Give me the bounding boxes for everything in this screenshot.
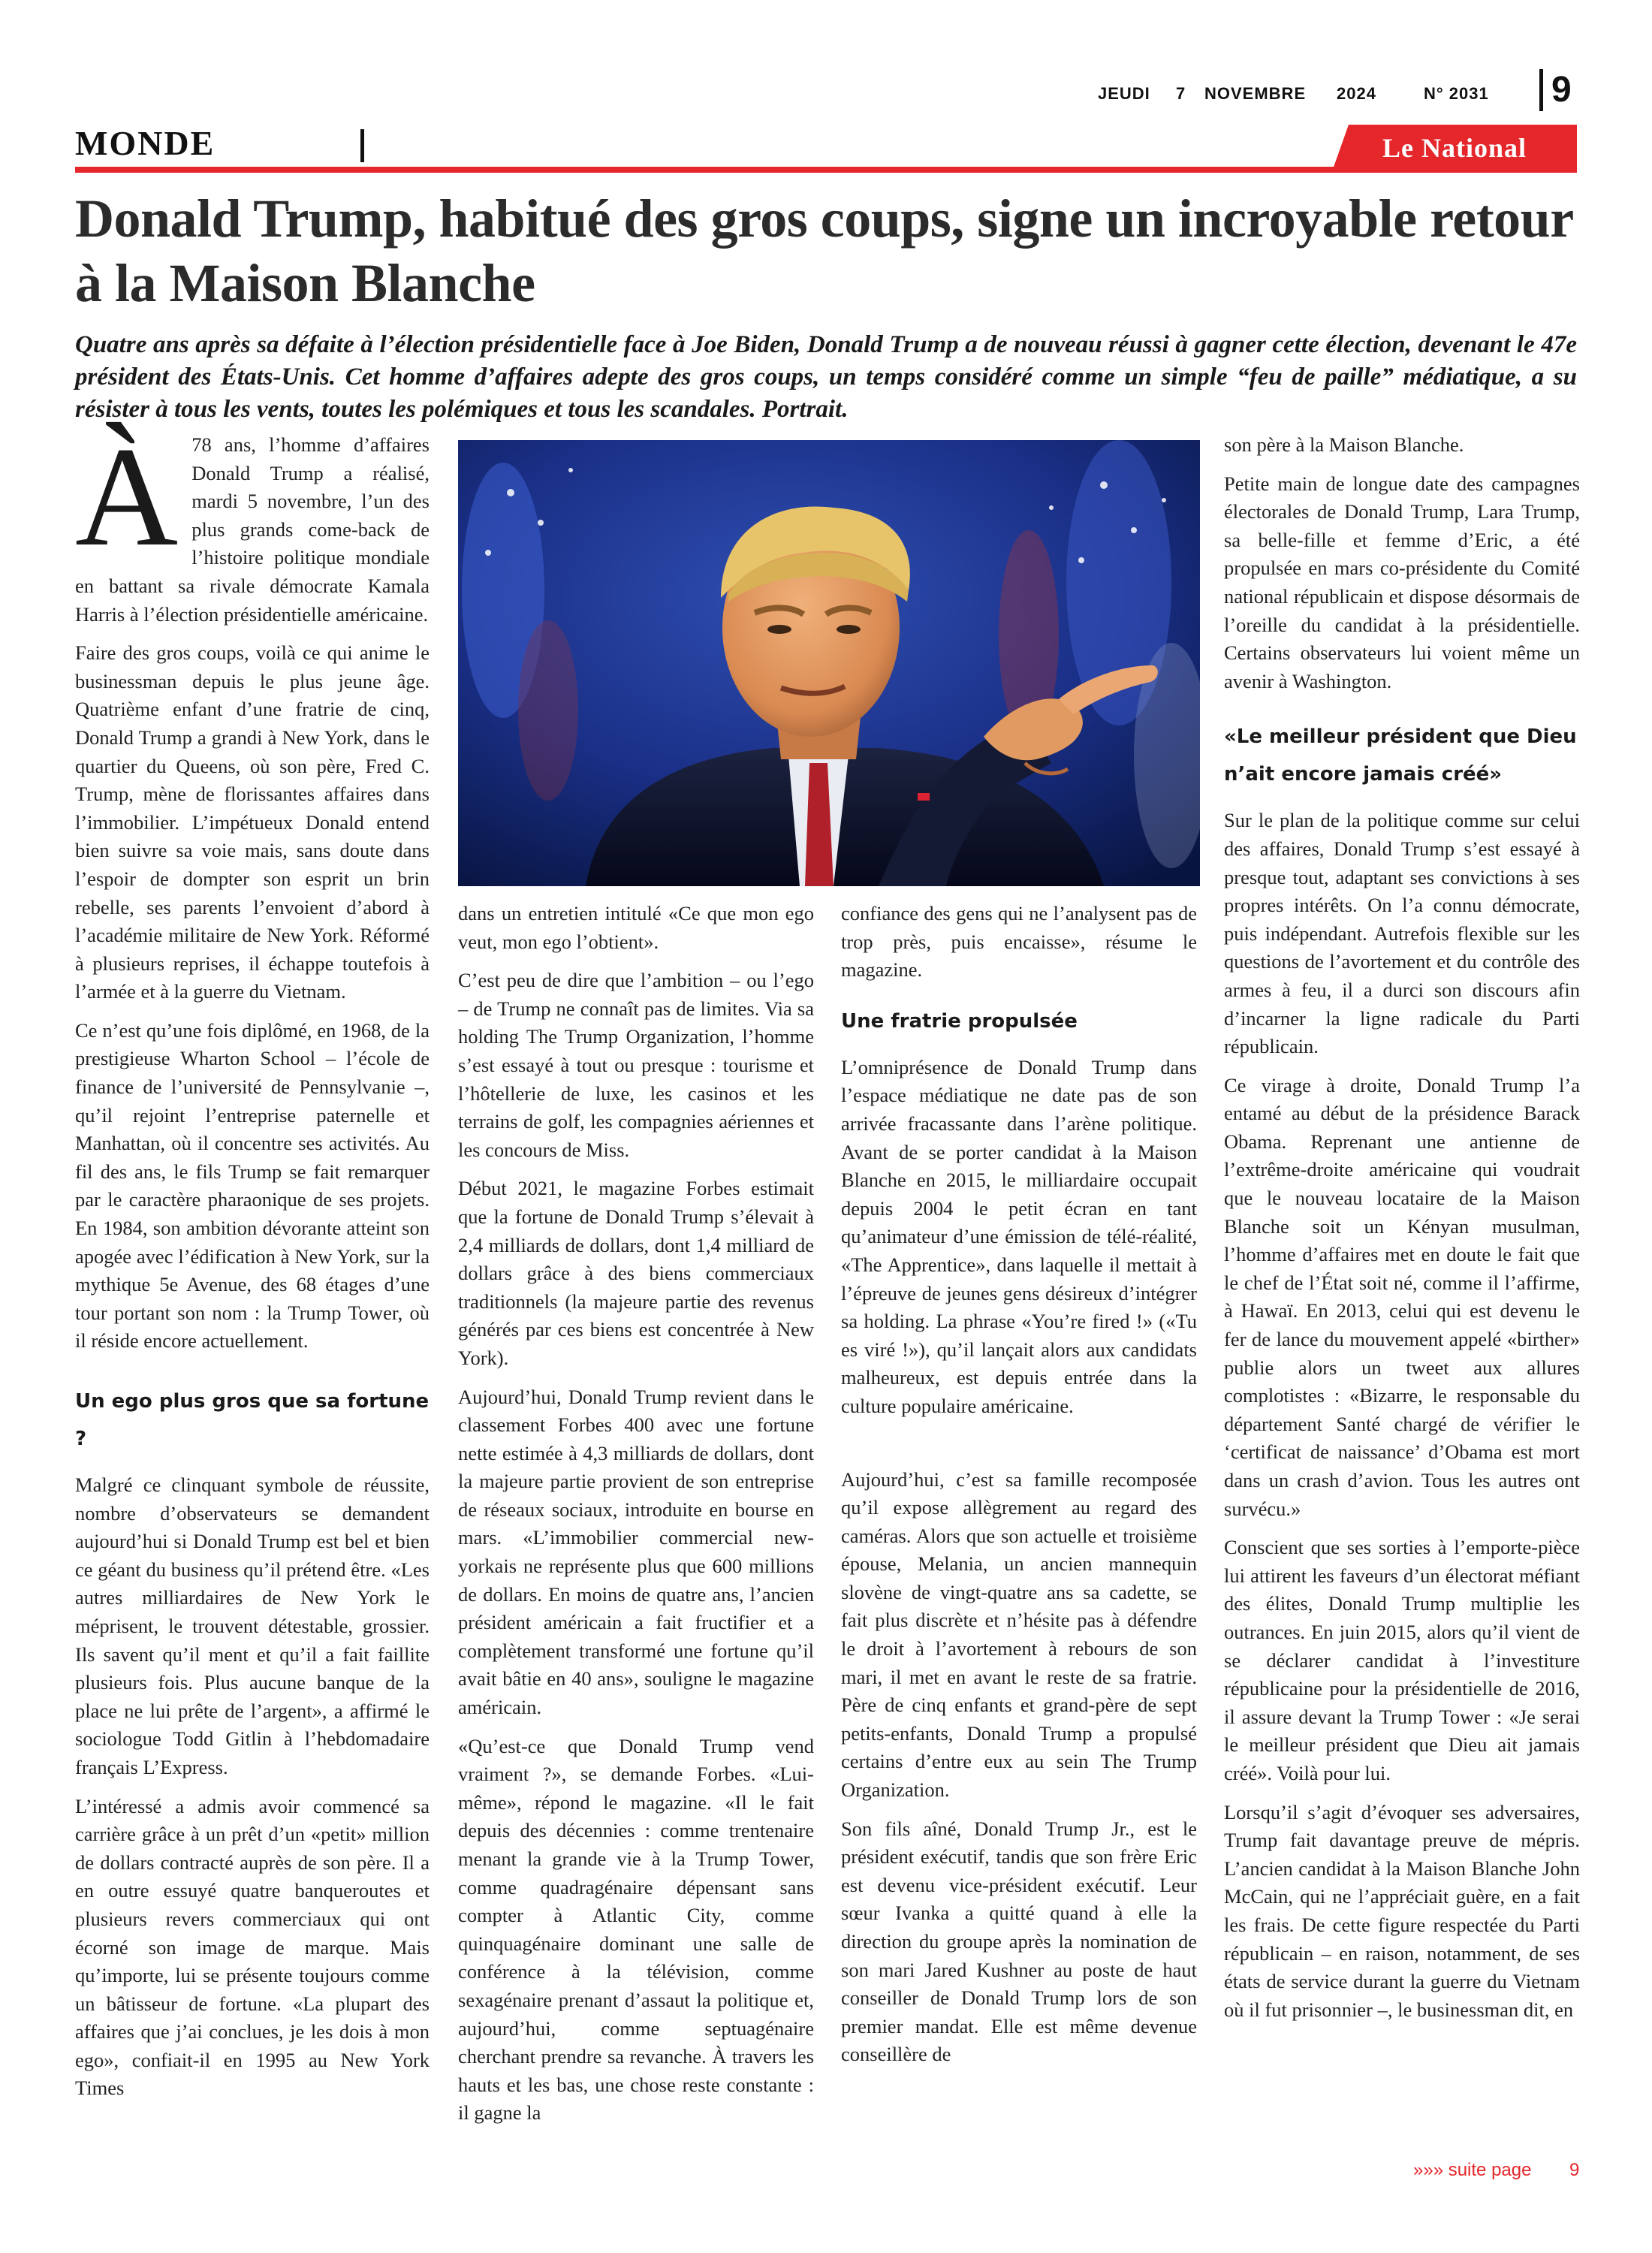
paragraph-text: 78 ans, l’homme d’affaires Donald Trump a réalisé, mardi 5 novembre, l’un des plus grands come-back de l’histoire politique mondiale en battant sa rivale démocrate Kamala Harris à l’élection présidentielle américaine.	[75, 433, 430, 626]
issue-number: N° 2031	[1424, 84, 1489, 103]
paragraph: Ce virage à droite, Donald Trump l’a entamé au début de la présidence Barack Obama. Reprenant une antienne de l’extrême-droite américaine qui voudrait que le nouveau locataire de la Maison Blanche soit un Kényan musulman, l’homme d’affaires met en doute le fait que le chef de l’État soit né, comme il l’affirme, à Hawaï. En 2013, celui qui est devenu le fer de lance du mouvement appelé «birther» publie alors un tweet aux allures complotistes : «Bizarre, le responsable du département Santé chargé de vérifier le ‘certificat de naissance’ d’Obama est mort dans un crash d’avion. Tous les autres ont survécu.»	[1224, 1073, 1580, 1520]
subheading: Un ego plus gros que sa fortune ?	[75, 1390, 430, 1450]
article-column-4	[1224, 431, 1580, 2034]
paragraph: son père à la Maison Blanche.	[1224, 433, 1464, 456]
paragraph: confiance des gens qui ne l’analysent pas de trop près, puis encaisse», résume le magazine.	[841, 902, 1197, 982]
subheading: Une fratrie propulsée	[841, 1009, 1078, 1033]
portrait-illustration	[458, 440, 1200, 886]
paragraph: Conscient que ses sorties à l’emporte-pièce lui attirent les faveurs d’un électorat méfiant des élites, Donald Trump multiplie les outrances. En juin 2015, alors qu’il vient de se déclarer candidat à l’investiture républicaine pour la présidentielle de 2016, il assure devant la Trump Tower : «Je serai le meilleur président que Dieu ait jamais créé». Voilà pour lui.	[1224, 1536, 1580, 1784]
article-column-3	[841, 900, 1197, 2080]
article-title: Donald Trump, habitué des gros coups, signe un incroyable retour à la Maison Blanche	[75, 189, 1573, 313]
issue-month: NOVEMBRE	[1204, 84, 1307, 103]
issue-day: JEUDI	[1098, 84, 1150, 103]
page-number-divider	[1539, 69, 1543, 111]
paragraph: Ce n’est qu’une fois diplômé, en 1968, de la prestigieuse Wharton School – l’école de finance de l’université de Pennsylvanie –, qu’il rejoint l’entreprise paternelle et Manhattan, où il concentre ses activités. Au fil des ans, le fils Trump se fait remarquer par le caractère pharaonique de ses projets. En 1984, son ambition dévorante atteint son apogée avec l’édification à New York, sur la mythique 5e Avenue, des 68 étages d’une tour portant son nom : la Trump Tower, où il réside encore actuellement.	[75, 1018, 430, 1353]
paragraph: L’omniprésence de Donald Trump dans l’espace médiatique ne date pas de son arrivée fracassante dans l’arène politique. Avant de se porter candidat à la Maison Blanche en 2015, le milliardaire occupait depuis 2004 le petit écran en tant qu’animateur d’une émission de télé-réalité, «The Apprentice», dans laquelle il mettait à l’épreuve de jeunes gens désireux d’intégrer sa holding. La phrase «You’re fired !» («Tu es viré !»), qu’il lançait alors aux candidats malheureux, est depuis entrée dans la culture populaire américaine.	[841, 1055, 1197, 1417]
section-label: MONDE	[75, 124, 216, 162]
drop-cap: À	[75, 418, 179, 576]
article-lead: Quatre ans après sa défaite à l’élection présidentielle face à Joe Biden, Donald Trump a de nouveau réussi à gagner cette élection, devenant le 47e président des États-Unis. Cet homme d’affaires adepte des gros coups, un temps considéré comme un simple “feu de paille” médiatique, a su résister à tous les vents, toutes les polémiques et tous les scandales. Portrait.	[75, 331, 1577, 423]
paragraph: Aujourd’hui, c’est sa famille recomposée qu’il expose allègrement au regard des caméras. Alors que son actuelle et troisième épouse, Melania, un ancien mannequin slovène de vingt-quatre ans sa cadette, se fait plus discrète et n’hésite pas à défendre le droit à l’avortement à rebours de son mari, il met en avant le reste de sa fratrie. Père de cinq enfants et grand-père de sept petits-enfants, Donald Trump a propulsé certains d’entre eux au sein The Trump Organization.	[841, 1467, 1197, 1802]
paragraph: Lorsqu’il s’agit d’évoquer ses adversaires, Trump fait davantage preuve de mépris. L’ancien candidat à la Maison Blanche John McCain, qui ne l’appréciait guère, en a fait les frais. De cette figure respectée du Parti républicain – en raison, notamment, de ses états de service durant la guerre du Vietnam où il fut prisonnier –, le businessman dit, en	[1224, 1800, 1580, 2021]
paragraph: Sur le plan de la politique comme sur celui des affaires, Donald Trump s’est essayé à presque tout, adaptant ses convictions à ses propres intérêts. On l’a connu démocrate, puis indépendant. Autrefois flexible sur les questions de l’avortement et du contrôle des armes à feu, il a durci son discours afin d’incarner la ligne radicale du Parti républicain.	[1224, 809, 1580, 1058]
paragraph: L’intéressé a admis avoir commencé sa carrière grâce à un prêt d’un «petit» million de dollars contracté auprès de son père. Il a en outre essuyé quatre banqueroutes et plusieurs revers commerciaux qui ont écorné son image de marque. Mais qu’importe, lui se présente toujours comme un bâtisseur de fortune. «La plupart des affaires que j’ai conclues, je les dois à mon ego», confiait-il en 1995 au New York Times	[75, 1794, 430, 2100]
continued-on-page: »»» suite page	[1413, 2160, 1532, 2180]
article-column-2	[458, 900, 814, 2138]
article-column-1	[75, 418, 430, 2113]
paragraph: Petite main de longue date des campagnes électorales de Donald Trump, Lara Trump, sa belle-fille et femme d’Eric, a été propulsée en mars co-présidente du Comité national républicain et dispose désormais de l’oreille du candidat à la présidentielle. Certains observateurs lui voient même un avenir à Washington.	[1224, 472, 1580, 692]
paragraph	[75, 418, 430, 629]
article-photo	[458, 440, 1200, 886]
header-rule	[75, 167, 1577, 173]
paragraph: Son fils aîné, Donald Trump Jr., est le président exécutif, tandis que son frère Eric est devenu vice-président exécutif. Leur sœur Ivanka a quitté quand à elle la direction du groupe après la nomination de son mari Jared Kushner au poste de haut conseiller de Donald Trump lors de son premier mandat. Elle est même devenue conseillère de	[841, 1817, 1197, 2066]
subheading: «Le meilleur président que Dieu n’ait encore jamais créé»	[1224, 725, 1577, 786]
paragraph: Début 2021, le magazine Forbes estimait que la fortune de Donald Trump s’élevait à 2,4 milliards de dollars, dont 1,4 milliard de dollars grâce à des biens commerciaux traditionnels (la majeure partie des revenus générés par ces biens est concentrée à New York).	[458, 1177, 814, 1369]
continued-page-number: 9	[1569, 2160, 1580, 2180]
section-divider	[360, 129, 364, 162]
paragraph: C’est peu de dire que l’ambition – ou l’ego – de Trump ne connaît pas de limites. Via sa holding The Trump Organization, l’homme s’est essayé à tout ou presque : tourisme et l’hôtellerie de luxe, les casinos et les terrains de golf, les compagnies aériennes et les concours de Miss.	[458, 969, 814, 1161]
brand-name: Le National	[1382, 133, 1527, 163]
paragraph: dans un entretien intitulé «Ce que mon ego veut, mon ego l’obtient».	[458, 902, 814, 953]
issue-year: 2024	[1337, 84, 1376, 103]
paragraph: Aujourd’hui, Donald Trump revient dans le classement Forbes 400 avec une fortune nette estimée à 4,3 milliards de dollars, dont la majeure partie provient de son entreprise de réseaux sociaux, introduite en bourse en mars. «L’immobilier commercial new-yorkais ne représente plus que 600 millions de dollars. En moins de quatre ans, l’ancien président américain a fait fructifier et a complètement transformé une fortune qu’il avait bâtie en 40 ans», souligne le magazine américain.	[458, 1385, 814, 1719]
paragraph: Malgré ce clinquant symbole de réussite, nombre d’observateurs se demandent aujourd’hui si Donald Trump est bel et bien ce géant du business qu’il prétend être. «Les autres milliardaires de New York le méprisent, le trouvent détestable, grossier. Ils savent qu’il ment et qu’il a fait faillite plusieurs fois. Plus aucune banque de la place ne lui prête de l’argent», a affirmé le sociologue Todd Gitlin à l’hebdomadaire français L’Express.	[75, 1473, 430, 1778]
paragraph: Faire des gros coups, voilà ce qui anime le businessman depuis le plus jeune âge. Quatrième enfant d’une fratrie de cinq, Donald Trump a grandi à New York, dans le quartier du Queens, où son père, Fred C. Trump, mène de florissantes affaires dans l’immobilier. L’impétueux Donald entend bien suivre sa voie mais, sans doute dans l’espoir de dompter son esprit un brin rebelle, ses parents l’envoient d’abord à l’académie militaire de New York. Réformé à plusieurs reprises, il échappe toutefois à l’armée et à la guerre du Vietnam.	[75, 641, 430, 1003]
paragraph: «Qu’est-ce que Donald Trump vend vraiment ?», se demande Forbes. «Lui-même», répond le magazine. «Il le fait depuis des décennies : comme trentenaire menant la grande vie à la Trump Tower, comme quadragénaire dépensant sans compter à Atlantic City, comme quinquagénaire dominant une salle de conférence à la télévision, comme sexagénaire prenant d’assaut la politique et, aujourd’hui, comme septuagénaire cherchant prendre sa revanche. À travers les hauts et les bas, une chose reste constante : il gagne la	[458, 1734, 814, 2125]
page-number: 9	[1551, 70, 1572, 110]
issue-date-number: 7	[1176, 84, 1186, 103]
